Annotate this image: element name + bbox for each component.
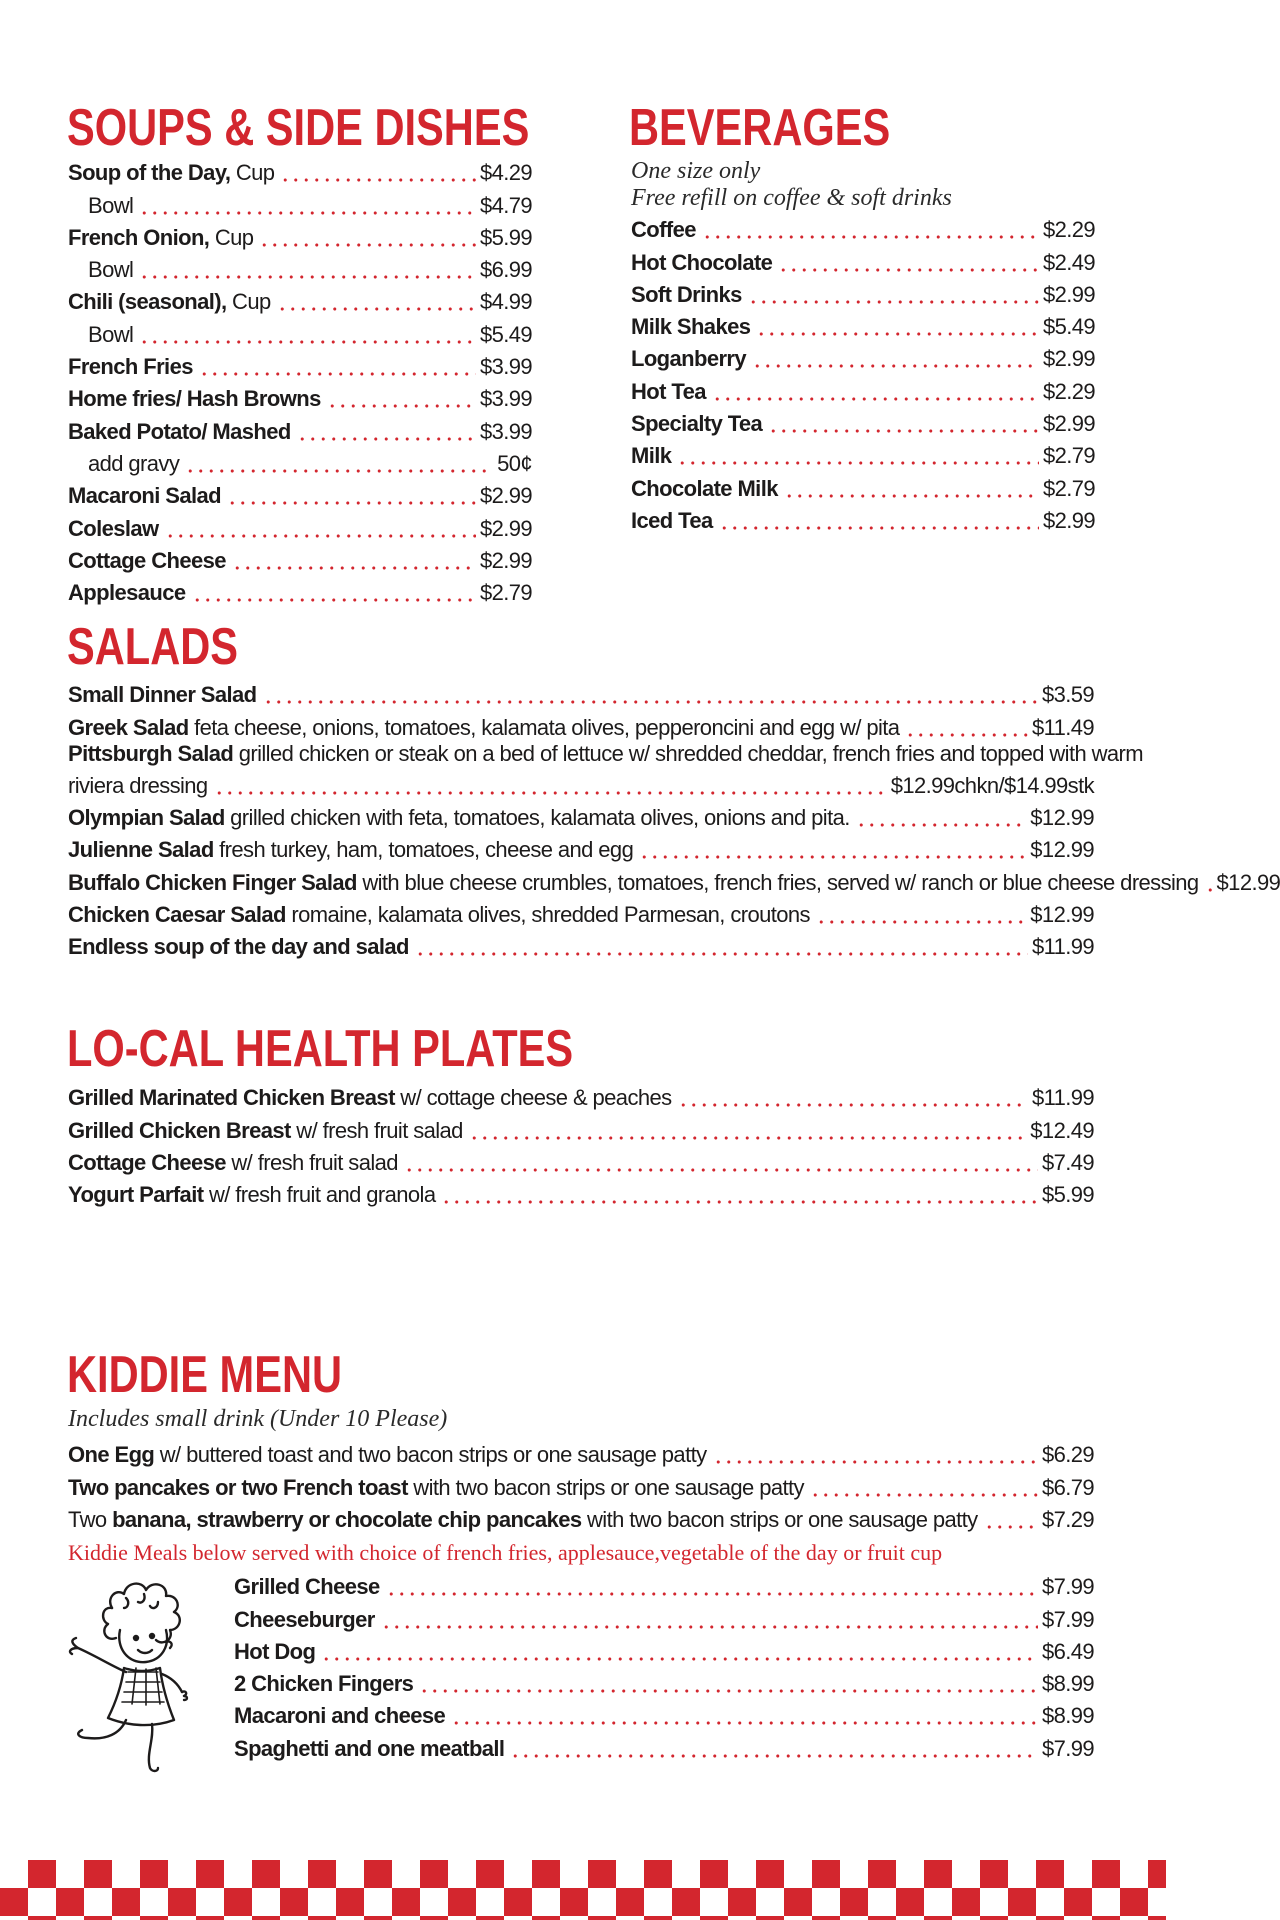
kiddie-meals-list bbox=[234, 1568, 1094, 1762]
local-title: LO-CAL HEALTH PLATES bbox=[67, 1020, 574, 1078]
soups-item: Baked Potato/ Mashed $3.99 bbox=[68, 418, 532, 444]
soups-item: Soup of the Day, Cup $4.29 bbox=[68, 160, 532, 186]
beverage-item: Loganberry $2.99 bbox=[631, 346, 1095, 372]
salad-item: Olympian Salad grilled chicken with feta, tomatoes, kalamata olives, onions and pita. $12.99 bbox=[68, 805, 1094, 831]
kiddie-meal-item: 2 Chicken Fingers $8.99 bbox=[234, 1671, 1094, 1697]
salad-item: Julienne Salad fresh turkey, ham, tomatoes, cheese and egg $12.99 bbox=[68, 837, 1094, 863]
beverage-item: Milk $2.79 bbox=[631, 443, 1095, 469]
salad-item-continued: riviera dressing $12.99chkn/$14.99stk bbox=[68, 772, 1094, 798]
salad-item: Chicken Caesar Salad romaine, kalamata olives, shredded Parmesan, croutons $12.99 bbox=[68, 902, 1094, 928]
kiddie-meal-item: Hot Dog $6.49 bbox=[234, 1638, 1094, 1664]
salads-title: SALADS bbox=[67, 618, 239, 676]
kiddie-list bbox=[68, 1436, 1094, 1533]
soups-item: Chili (seasonal), Cup $4.99 bbox=[68, 289, 532, 315]
soups-item: French Onion, Cup $5.99 bbox=[68, 224, 532, 250]
beverage-item: Hot Chocolate $2.49 bbox=[631, 249, 1095, 275]
local-item: Yogurt Parfait w/ fresh fruit and granola $5.99 bbox=[68, 1182, 1094, 1208]
kid-illustration bbox=[40, 1568, 230, 1783]
beverage-item: Specialty Tea $2.99 bbox=[631, 411, 1095, 437]
beverage-item: Milk Shakes $5.49 bbox=[631, 314, 1095, 340]
salad-item: Pittsburgh Salad grilled chicken or steak on a bed of lettuce w/ shredded cheddar, french fries and topped with warm bbox=[68, 740, 1143, 766]
beverage-item: Chocolate Milk $2.79 bbox=[631, 475, 1095, 501]
soups-item: Bowl $4.79 bbox=[88, 192, 532, 218]
salad-item: Greek Salad feta cheese, onions, tomatoes, kalamata olives, pepperoncini and egg w/ pita $11.49 bbox=[68, 714, 1094, 740]
salads-list bbox=[68, 676, 1280, 960]
kiddie-meal-item: Cheeseburger $7.99 bbox=[234, 1606, 1094, 1632]
salad-item: Buffalo Chicken Finger Salad with blue cheese crumbles, tomatoes, french fries, served w/ ranch or blue cheese dressing $12.99 bbox=[68, 869, 1280, 895]
beverages-note-refill: Free refill on coffee & soft drinks bbox=[631, 185, 952, 211]
soups-item: Home fries/ Hash Browns $3.99 bbox=[68, 386, 532, 412]
local-item: Cottage Cheese w/ fresh fruit salad $7.49 bbox=[68, 1149, 1094, 1175]
kiddie-item: Two banana, strawberry or chocolate chip pancakes with two bacon strips or one sausage patty $7.29 bbox=[68, 1506, 1094, 1532]
kiddie-meal-item: Macaroni and cheese $8.99 bbox=[234, 1703, 1094, 1729]
salad-item: Endless soup of the day and salad $11.99 bbox=[68, 934, 1094, 960]
local-item: Grilled Marinated Chicken Breast w/ cottage cheese & peaches $11.99 bbox=[68, 1085, 1094, 1111]
soups-item: add gravy 50¢ bbox=[88, 450, 532, 476]
beverages-list bbox=[631, 211, 1095, 534]
kiddie-item: One Egg w/ buttered toast and two bacon strips or one sausage patty $6.29 bbox=[68, 1442, 1094, 1468]
soups-list bbox=[68, 154, 532, 606]
kiddie-note: Includes small drink (Under 10 Please) bbox=[68, 1406, 448, 1432]
beverages-note-size: One size only bbox=[631, 158, 761, 184]
kiddie-title: KIDDIE MENU bbox=[67, 1346, 343, 1404]
kiddie-meal-item: Grilled Cheese $7.99 bbox=[234, 1574, 1094, 1600]
soups-item: Bowl $6.99 bbox=[88, 257, 532, 283]
soups-item: Cottage Cheese $2.99 bbox=[68, 547, 532, 573]
checkered-border bbox=[0, 1860, 1166, 1920]
beverage-item: Hot Tea $2.29 bbox=[631, 378, 1095, 404]
soups-title: SOUPS & SIDE DISHES bbox=[67, 99, 530, 157]
soups-item: French Fries $3.99 bbox=[68, 354, 532, 380]
beverage-item: Iced Tea $2.99 bbox=[631, 507, 1095, 533]
soups-item: Bowl $5.49 bbox=[88, 321, 532, 347]
beverage-item: Soft Drinks $2.99 bbox=[631, 281, 1095, 307]
soups-item: Coleslaw $2.99 bbox=[68, 515, 532, 541]
kiddie-meals-note: Kiddie Meals below served with choice of french fries, applesauce,vegetable of the day or fruit cup bbox=[68, 1540, 943, 1565]
beverage-item: Coffee $2.29 bbox=[631, 217, 1095, 243]
soups-item: Applesauce $2.79 bbox=[68, 580, 532, 606]
salad-item: Small Dinner Salad $3.59 bbox=[68, 682, 1094, 708]
kiddie-item: Two pancakes or two French toast with two bacon strips or one sausage patty $6.79 bbox=[68, 1474, 1094, 1500]
kiddie-meal-item: Spaghetti and one meatball $7.99 bbox=[234, 1735, 1094, 1761]
soups-item: Macaroni Salad $2.99 bbox=[68, 483, 532, 509]
local-list bbox=[68, 1079, 1094, 1208]
beverages-title: BEVERAGES bbox=[629, 99, 891, 157]
local-item: Grilled Chicken Breast w/ fresh fruit salad $12.49 bbox=[68, 1117, 1094, 1143]
